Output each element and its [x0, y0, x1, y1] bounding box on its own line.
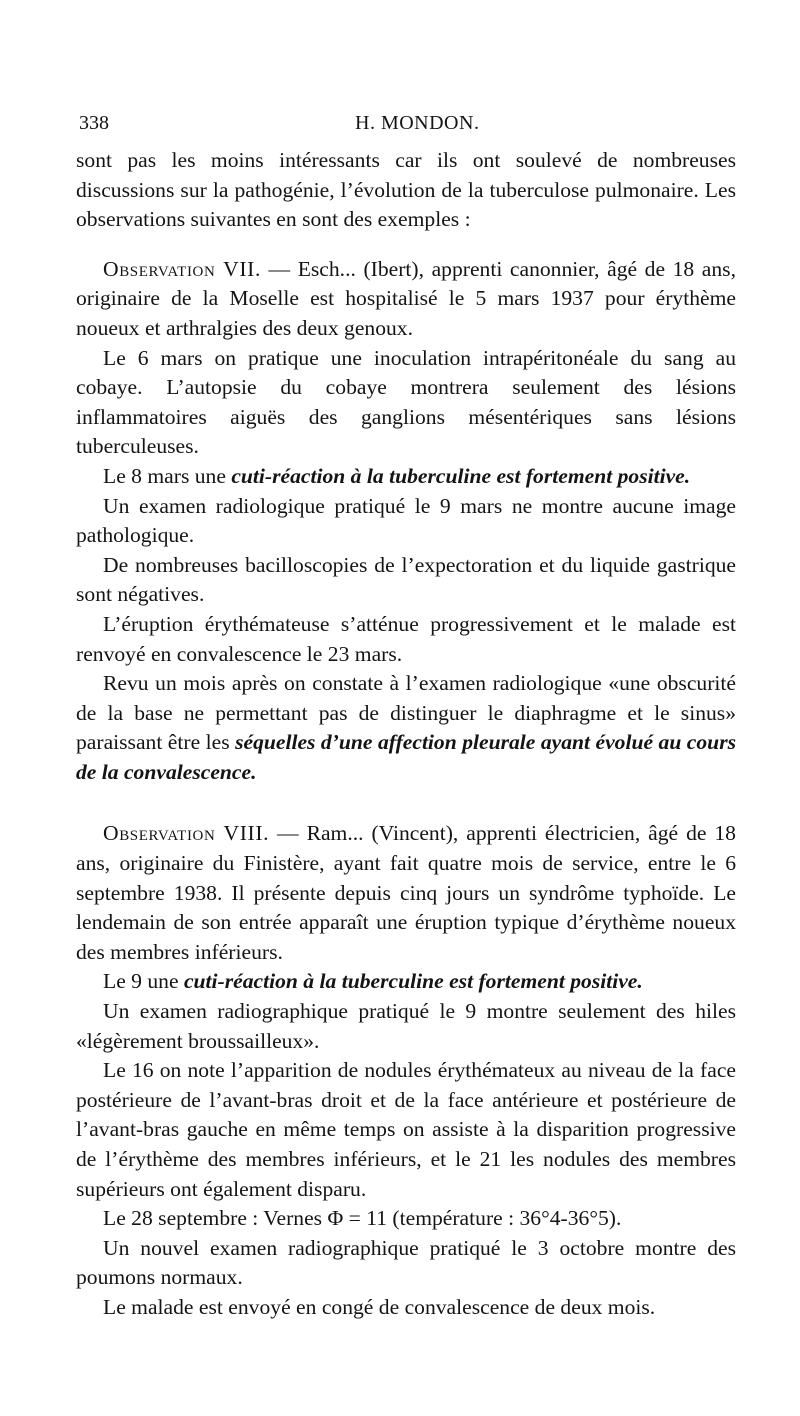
observation-7-text: Revu un mois après on constate à l’examen radiologique «une obscurité de la base ne permettant pas de distinguer le diaphragme et le sinus» paraissant être les	[76, 671, 736, 755]
observation-7-paragraph	[76, 462, 736, 492]
observation-8-paragraph: Le 16 on note l’apparition de nodules érythémateux au niveau de la face postérieure de l’avant-bras droit et de la face antérieure et postérieure de l’avant-bras gauche en même temps on assiste à la disparition progressive de l’érythème des membres inférieurs, et le 21 les nodules des membres supérieurs ont également disparu.	[76, 1058, 736, 1201]
observation-7-paragraph: Un examen radiologique pratiqué le 9 mars ne montre aucune image pathologique.	[76, 493, 736, 548]
running-head: H. MONDON.	[355, 112, 480, 134]
observation-8-paragraph: Le 28 septembre : Vernes Φ = 11 (température : 36°4-36°5).	[103, 1206, 622, 1231]
observation-8-paragraph: Le malade est envoyé en congé de convalescence de deux mois.	[103, 1294, 656, 1319]
observation-7-opening-text: — Esch... (Ibert), apprenti canonnier, âgé de 18 ans, originaire de la Moselle est hospitalisé le 5 mars 1937 pour érythème noueux et arthralgies des deux genoux.	[76, 256, 736, 340]
observation-7-paragraph: L’éruption érythémateuse s’atténue progressivement et le malade est renvoyé en convalescence le 23 mars.	[76, 611, 736, 666]
observation-7-paragraph: De nombreuses bacilloscopies de l’expectoration et du liquide gastrique sont négatives.	[76, 552, 736, 607]
observation-7-emphasis: cuti-réaction à la tuberculine est fortement positive.	[231, 463, 691, 488]
observation-8-paragraph: Un examen radiographique pratiqué le 9 montre seulement des hiles «légèrement broussailleux».	[76, 999, 736, 1053]
observation-7-emphasis: séquelles d’une affection pleurale ayant évolué au cours de la convalescence.	[76, 730, 736, 784]
page-number: 338	[79, 112, 109, 134]
observation-8-paragraph: Un nouvel examen radiographique pratiqué le 3 octobre montre des poumons normaux.	[76, 1235, 736, 1290]
observation-7-opening	[76, 255, 736, 344]
observation-8-text: Le 9 une	[103, 969, 184, 994]
observation-8-paragraph	[76, 967, 736, 997]
observation-7-text: Le 8 mars une	[103, 463, 232, 488]
observation-7-label: Observation VII.	[103, 256, 261, 281]
intro-paragraph: sont pas les moins intéressants car ils ont soulevé de nombreuses discussions sur la pathogénie, l’évolution de la tuberculose pulmonaire. Les observations suivantes en sont des exemples :	[76, 148, 736, 232]
page-body	[76, 146, 736, 1323]
observation-7-paragraph: Le 6 mars on pratique une inoculation intrapéritonéale du sang au cobaye. L’autopsie du cobaye montrera seulement des lésions inflammatoires aiguës des ganglions mésentériques sans lésions tuberculeuses.	[76, 345, 736, 459]
observation-7-paragraph	[76, 669, 736, 787]
observation-8-label: Observation VIII.	[103, 821, 270, 846]
page-header	[77, 112, 738, 142]
observation-8-emphasis: cuti-réaction à la tuberculine est fortement positive.	[183, 969, 643, 994]
observation-8-opening	[76, 819, 736, 967]
observation-8-opening-text: — Ram... (Vincent), apprenti électricien, âgé de 18 ans, originaire du Finistère, ayant fait quatre mois de service, entre le 6 septembre 1938. Il présente depuis cinq jours un syndrôme typhoïde. Le lendemain de son entrée apparaît une éruption typique d’érythème noueux des membres inférieurs.	[76, 821, 736, 964]
